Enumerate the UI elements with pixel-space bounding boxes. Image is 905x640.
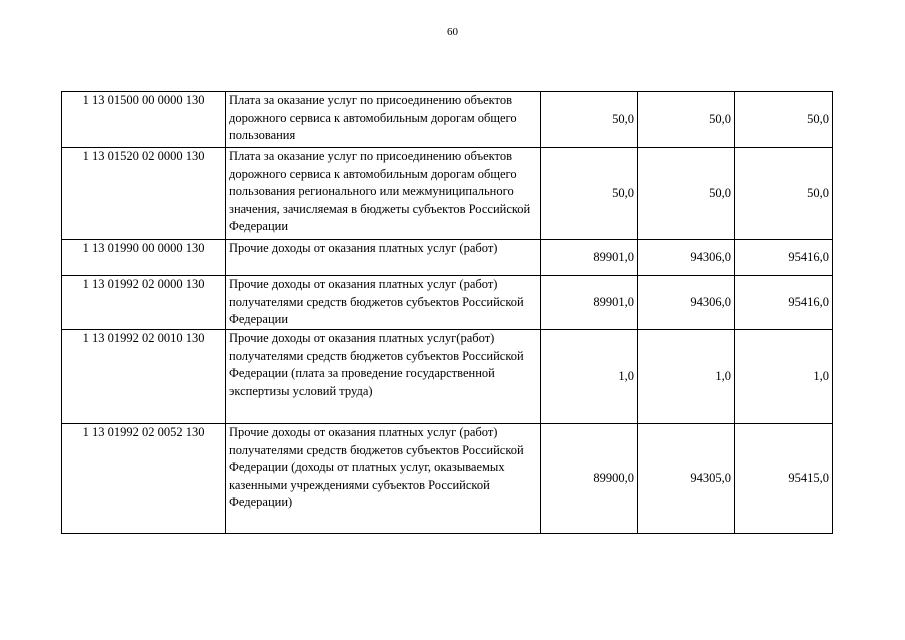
- revenue-code: 1 13 01992 02 0010 130: [62, 330, 226, 424]
- amount-year-3: 95415,0: [735, 424, 833, 534]
- amount-year-3: 95416,0: [735, 276, 833, 330]
- amount-year-1: 89900,0: [541, 424, 638, 534]
- revenue-code: 1 13 01992 02 0052 130: [62, 424, 226, 534]
- amount-year-2: 94306,0: [638, 276, 735, 330]
- revenue-name: Плата за оказание услуг по присоединению объектов дорожного сервиса к автомобильным дорогам общего пользования регионального или межмуниципального значения, зачисляемая в бюджеты субъектов Российской Федерации: [226, 148, 541, 240]
- amount-year-2: 94306,0: [638, 240, 735, 276]
- revenue-name: Плата за оказание услуг по присоединению объектов дорожного сервиса к автомобильным дорогам общего пользования: [226, 92, 541, 148]
- amount-year-3: 95416,0: [735, 240, 833, 276]
- table-row: [62, 330, 833, 424]
- page-number: 60: [447, 26, 458, 38]
- revenue-code: 1 13 01992 02 0000 130: [62, 276, 226, 330]
- amount-year-1: 50,0: [541, 92, 638, 148]
- table-row: [62, 92, 833, 148]
- amount-year-2: 1,0: [638, 330, 735, 424]
- amount-year-2: 94305,0: [638, 424, 735, 534]
- revenue-table: [61, 91, 833, 534]
- revenue-name: Прочие доходы от оказания платных услуг(работ) получателями средств бюджетов субъектов Российской Федерации (плата за проведение государственной экспертизы условий труда): [226, 330, 541, 424]
- amount-year-3: 1,0: [735, 330, 833, 424]
- revenue-name: Прочие доходы от оказания платных услуг (работ) получателями средств бюджетов субъектов Российской Федерации: [226, 276, 541, 330]
- table-row: [62, 148, 833, 240]
- revenue-code: 1 13 01500 00 0000 130: [62, 92, 226, 148]
- table-row: [62, 240, 833, 276]
- amount-year-2: 50,0: [638, 148, 735, 240]
- amount-year-1: 89901,0: [541, 240, 638, 276]
- amount-year-2: 50,0: [638, 92, 735, 148]
- amount-year-3: 50,0: [735, 92, 833, 148]
- revenue-code: 1 13 01990 00 0000 130: [62, 240, 226, 276]
- table-row: [62, 276, 833, 330]
- amount-year-1: 50,0: [541, 148, 638, 240]
- amount-year-1: 1,0: [541, 330, 638, 424]
- amount-year-1: 89901,0: [541, 276, 638, 330]
- revenue-name: Прочие доходы от оказания платных услуг (работ): [226, 240, 541, 276]
- amount-year-3: 50,0: [735, 148, 833, 240]
- revenue-code: 1 13 01520 02 0000 130: [62, 148, 226, 240]
- revenue-name: Прочие доходы от оказания платных услуг (работ) получателями средств бюджетов субъектов Российской Федерации (доходы от платных услуг, оказываемых казенными учреждениями субъектов Российской Федерации): [226, 424, 541, 534]
- table-row: [62, 424, 833, 534]
